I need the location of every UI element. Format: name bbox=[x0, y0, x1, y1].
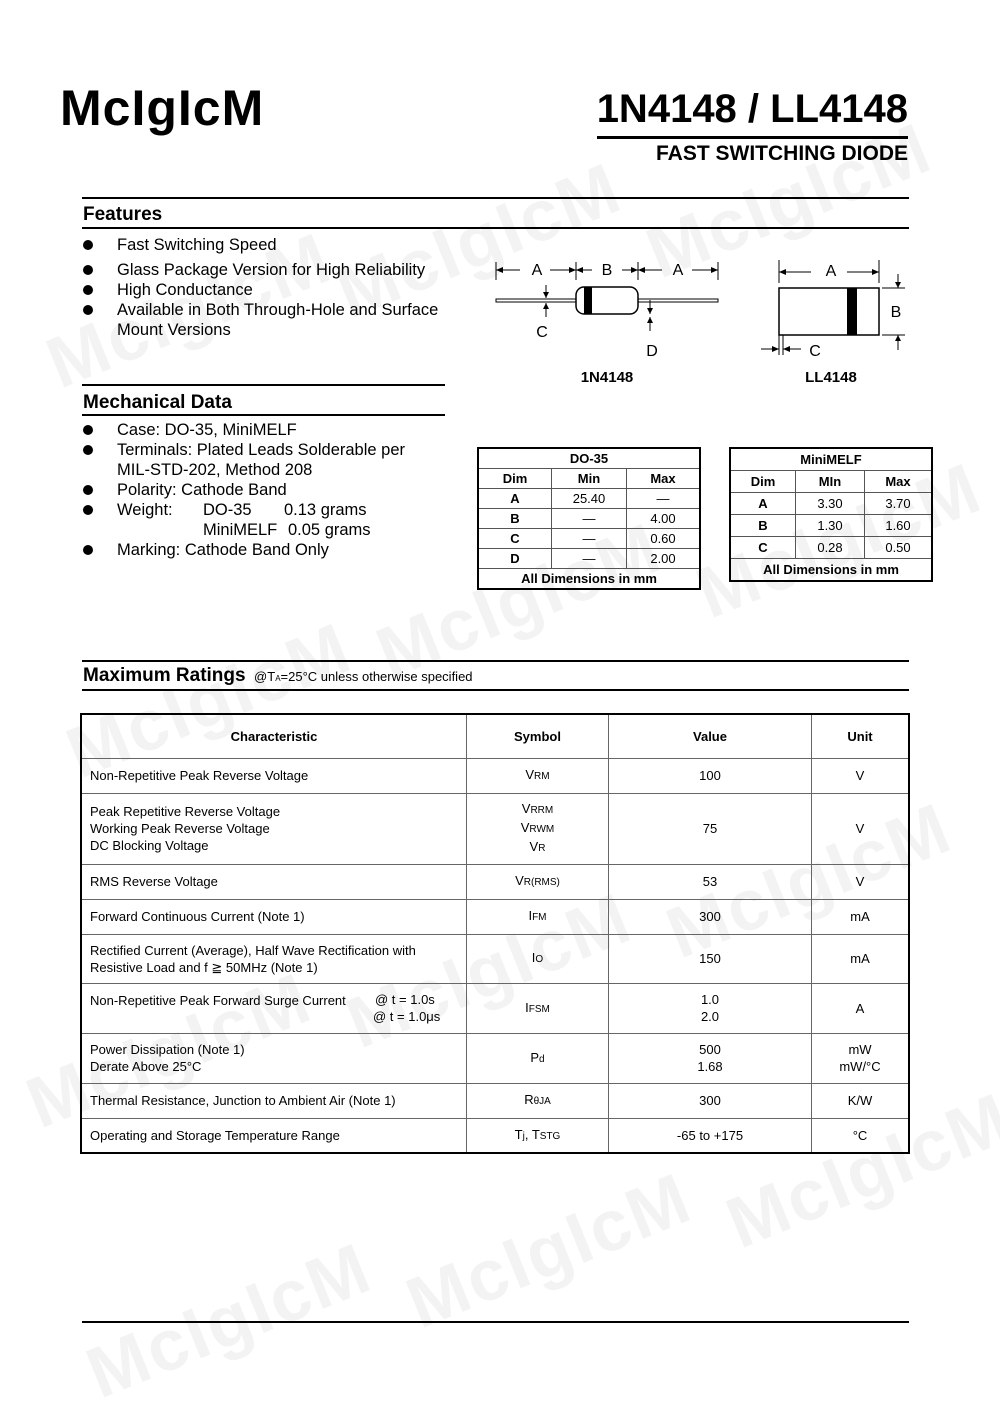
table-row bbox=[81, 758, 909, 793]
list-item: High Conductance bbox=[82, 280, 462, 300]
table-row bbox=[730, 537, 932, 559]
symbol bbox=[467, 899, 609, 934]
table-row bbox=[730, 515, 932, 537]
symbol-sub: RRM bbox=[530, 805, 554, 816]
list-item: Fast Switching Speed bbox=[82, 235, 462, 255]
characteristic bbox=[81, 1033, 467, 1083]
symbol bbox=[467, 934, 609, 983]
mechanical-heading: Mechanical Data bbox=[83, 392, 232, 413]
table-cell: — bbox=[552, 549, 627, 569]
table-cell: D bbox=[478, 549, 552, 569]
diagram-ll4148 bbox=[755, 255, 915, 390]
unit: mA bbox=[812, 934, 910, 983]
unit: mA bbox=[812, 899, 910, 934]
table-cell: 0.60 bbox=[627, 529, 701, 549]
list-item-weight bbox=[82, 520, 462, 540]
table-cell: 1.30 bbox=[796, 515, 865, 537]
list-item: Terminals: Plated Leads Solderable per bbox=[82, 440, 462, 460]
ratings-condition bbox=[254, 669, 472, 684]
table-row bbox=[478, 549, 700, 569]
table-header: Unit bbox=[812, 714, 910, 758]
symbol-main: V bbox=[529, 839, 539, 854]
symbol-sub: FSM bbox=[528, 1003, 550, 1015]
table-cell: 3.70 bbox=[865, 493, 933, 515]
table-row bbox=[81, 899, 909, 934]
symbol-main: R bbox=[524, 1092, 534, 1107]
weight-label: Weight: bbox=[117, 501, 173, 519]
characteristic-line: Power Dissipation (Note 1) bbox=[90, 1042, 245, 1057]
divider bbox=[82, 689, 909, 691]
condition-line: @ t = 1.0μs bbox=[373, 1008, 441, 1024]
table-header: Max bbox=[627, 469, 701, 489]
dim-label: C bbox=[809, 343, 821, 360]
symbol-sub: RWM bbox=[529, 824, 555, 835]
table-cell: 2.00 bbox=[627, 549, 701, 569]
value: 53 bbox=[609, 864, 812, 899]
table-row bbox=[478, 489, 700, 509]
list-item-continuation: MIL-STD-202, Method 208 bbox=[117, 461, 313, 479]
symbol bbox=[467, 864, 609, 899]
dim-label: B bbox=[890, 304, 902, 321]
diagram-label: LL4148 bbox=[805, 369, 857, 386]
value bbox=[609, 983, 812, 1033]
table-cell: — bbox=[552, 529, 627, 549]
ratings-heading: Maximum Ratings bbox=[83, 665, 246, 686]
value-line: 1.0 bbox=[700, 992, 720, 1007]
table-cell: 3.30 bbox=[796, 493, 865, 515]
table-cell: 0.50 bbox=[865, 537, 933, 559]
characteristic: Operating and Storage Temperature Range bbox=[81, 1118, 467, 1153]
table-cell: C bbox=[478, 529, 552, 549]
condition-line: @ t = 1.0s bbox=[375, 991, 435, 1007]
symbol-main: I bbox=[528, 908, 533, 923]
symbol-sub: FM bbox=[532, 912, 547, 923]
divider bbox=[82, 414, 445, 416]
condition-prefix: @T bbox=[254, 669, 276, 684]
symbol-main: V bbox=[515, 873, 524, 888]
symbol-main: P bbox=[530, 1049, 540, 1065]
minimelf-dimension-table bbox=[729, 447, 933, 582]
characteristic-line: Peak Repetitive Reverse Voltage bbox=[90, 804, 281, 819]
table-cell: — bbox=[552, 509, 627, 529]
condition-sub: A bbox=[275, 674, 281, 683]
value: -65 to +175 bbox=[609, 1118, 812, 1153]
symbol-sub: R(RMS) bbox=[523, 877, 560, 888]
dim-label: A bbox=[825, 263, 837, 280]
dim-label: D bbox=[646, 343, 658, 360]
table-row bbox=[81, 983, 909, 1033]
symbol-main: , T bbox=[524, 1126, 540, 1142]
value bbox=[609, 1033, 812, 1083]
weight-value: 0.05 grams bbox=[288, 521, 371, 539]
max-ratings-table bbox=[80, 713, 910, 1154]
unit: V bbox=[812, 864, 910, 899]
symbol bbox=[467, 758, 609, 793]
symbol-sub: R bbox=[538, 843, 546, 854]
list-item: Available in Both Through-Hole and Surface bbox=[82, 300, 462, 320]
characteristic-line: Resistive Load and f ≧ 50MHz (Note 1) bbox=[90, 959, 318, 975]
table-cell: B bbox=[730, 515, 796, 537]
dim-label: C bbox=[536, 324, 548, 341]
table-cell: 1.60 bbox=[865, 515, 933, 537]
dim-label: B bbox=[601, 262, 613, 279]
condition-rest: =25°C unless otherwise specified bbox=[280, 669, 473, 684]
symbol-sub: j bbox=[522, 1130, 525, 1142]
ratings-heading-row bbox=[83, 665, 473, 687]
table-cell: C bbox=[730, 537, 796, 559]
list-item-continuation: Mount Versions bbox=[117, 321, 231, 339]
table-cell: 0.28 bbox=[796, 537, 865, 559]
list-item: Glass Package Version for High Reliability bbox=[82, 260, 462, 280]
divider bbox=[82, 227, 909, 229]
unit: °C bbox=[812, 1118, 910, 1153]
footer-divider bbox=[82, 1321, 909, 1323]
characteristic-line: Derate Above 25°C bbox=[90, 1059, 202, 1074]
table-header: Dim bbox=[730, 471, 796, 493]
symbol bbox=[467, 983, 609, 1033]
symbol-sub: θJA bbox=[533, 1096, 551, 1107]
symbol-sub: O bbox=[535, 954, 544, 965]
symbol-main: T bbox=[514, 1126, 523, 1142]
list-item: Case: DO-35, MiniMELF bbox=[82, 420, 462, 440]
unit: V bbox=[812, 793, 910, 864]
table-cell: — bbox=[627, 489, 701, 509]
table-header: Min bbox=[552, 469, 627, 489]
symbol bbox=[467, 1033, 609, 1083]
table-row bbox=[81, 793, 909, 864]
symbol bbox=[467, 1083, 609, 1118]
characteristic-line: Non-Repetitive Peak Forward Surge Current bbox=[90, 992, 346, 1008]
symbol-sub: RM bbox=[534, 771, 550, 782]
do35-dimension-table bbox=[477, 447, 701, 590]
features-heading: Features bbox=[83, 204, 163, 225]
symbol-main: V bbox=[525, 767, 535, 782]
characteristic: Forward Continuous Current (Note 1) bbox=[81, 899, 467, 934]
table-row bbox=[478, 529, 700, 549]
list-item-weight bbox=[82, 500, 462, 520]
dim-label: A bbox=[672, 262, 684, 279]
table-row bbox=[81, 934, 909, 983]
table-header: Symbol bbox=[467, 714, 609, 758]
symbol-main: V bbox=[520, 820, 530, 835]
table-header: Dim bbox=[478, 469, 552, 489]
table-cell: A bbox=[478, 489, 552, 509]
divider bbox=[82, 660, 909, 662]
value: 300 bbox=[609, 899, 812, 934]
diagram-label: 1N4148 bbox=[580, 369, 634, 386]
unit bbox=[812, 1033, 910, 1083]
symbol bbox=[467, 1118, 609, 1153]
table-row bbox=[478, 509, 700, 529]
dim-label: A bbox=[531, 262, 543, 279]
table-title: DO-35 bbox=[478, 448, 700, 469]
table-cell: 25.40 bbox=[552, 489, 627, 509]
unit: K/W bbox=[812, 1083, 910, 1118]
table-header: MIn bbox=[796, 471, 865, 493]
unit: A bbox=[812, 983, 910, 1033]
table-title: MiniMELF bbox=[730, 448, 932, 471]
characteristic bbox=[81, 793, 467, 864]
weight-pkg: MiniMELF bbox=[203, 521, 278, 539]
table-header: Characteristic bbox=[81, 714, 467, 758]
symbol-sub: d bbox=[539, 1053, 545, 1065]
unit: V bbox=[812, 758, 910, 793]
value: 75 bbox=[609, 793, 812, 864]
characteristic: Non-Repetitive Peak Reverse Voltage bbox=[81, 758, 467, 793]
table-row bbox=[81, 1118, 909, 1153]
value-line: 500 bbox=[699, 1042, 721, 1057]
list-item: Marking: Cathode Band Only bbox=[82, 540, 462, 560]
symbol-main: V bbox=[521, 801, 531, 816]
value-line: 1.68 bbox=[697, 1059, 723, 1074]
table-footer: All Dimensions in mm bbox=[730, 559, 932, 582]
symbol bbox=[467, 793, 609, 864]
unit-line: mW/°C bbox=[839, 1059, 881, 1074]
diagram-1n4148 bbox=[490, 255, 730, 390]
table-row bbox=[81, 1033, 909, 1083]
symbol-main: I bbox=[531, 950, 536, 965]
title-underline bbox=[597, 136, 908, 139]
table-footer: All Dimensions in mm bbox=[478, 569, 700, 590]
divider bbox=[82, 197, 909, 199]
characteristic: RMS Reverse Voltage bbox=[81, 864, 467, 899]
value: 150 bbox=[609, 934, 812, 983]
table-row bbox=[730, 493, 932, 515]
weight-value: 0.13 grams bbox=[284, 501, 367, 519]
table-cell: B bbox=[478, 509, 552, 529]
mechanical-list bbox=[82, 420, 462, 560]
page-title: 1N4148 / LL4148 bbox=[596, 87, 908, 131]
table-cell: 4.00 bbox=[627, 509, 701, 529]
characteristic bbox=[81, 983, 467, 1033]
table-cell: A bbox=[730, 493, 796, 515]
characteristic-line: Working Peak Reverse Voltage bbox=[90, 821, 270, 836]
symbol-sub: STG bbox=[539, 1130, 561, 1142]
table-row bbox=[81, 1083, 909, 1118]
characteristic-line: DC Blocking Voltage bbox=[90, 838, 209, 853]
features-list bbox=[82, 235, 462, 340]
list-item: Polarity: Cathode Band bbox=[82, 480, 462, 500]
value-line: 2.0 bbox=[700, 1009, 720, 1024]
table-row bbox=[81, 864, 909, 899]
characteristic: Thermal Resistance, Junction to Ambient Air (Note 1) bbox=[81, 1083, 467, 1118]
weight-pkg: DO-35 bbox=[203, 501, 252, 519]
table-header: Max bbox=[865, 471, 933, 493]
symbol-main: I bbox=[525, 999, 529, 1015]
value: 300 bbox=[609, 1083, 812, 1118]
page-subtitle: FAST SWITCHING DIODE bbox=[656, 142, 908, 165]
characteristic-line: Rectified Current (Average), Half Wave Rectification with bbox=[90, 942, 416, 958]
brand-logo: McIgIcM bbox=[60, 80, 265, 136]
divider bbox=[82, 384, 445, 386]
watermark bbox=[395, 1157, 702, 1345]
characteristic bbox=[81, 934, 467, 983]
table-header: Value bbox=[609, 714, 812, 758]
unit-line: mW bbox=[848, 1042, 872, 1057]
value: 100 bbox=[609, 758, 812, 793]
